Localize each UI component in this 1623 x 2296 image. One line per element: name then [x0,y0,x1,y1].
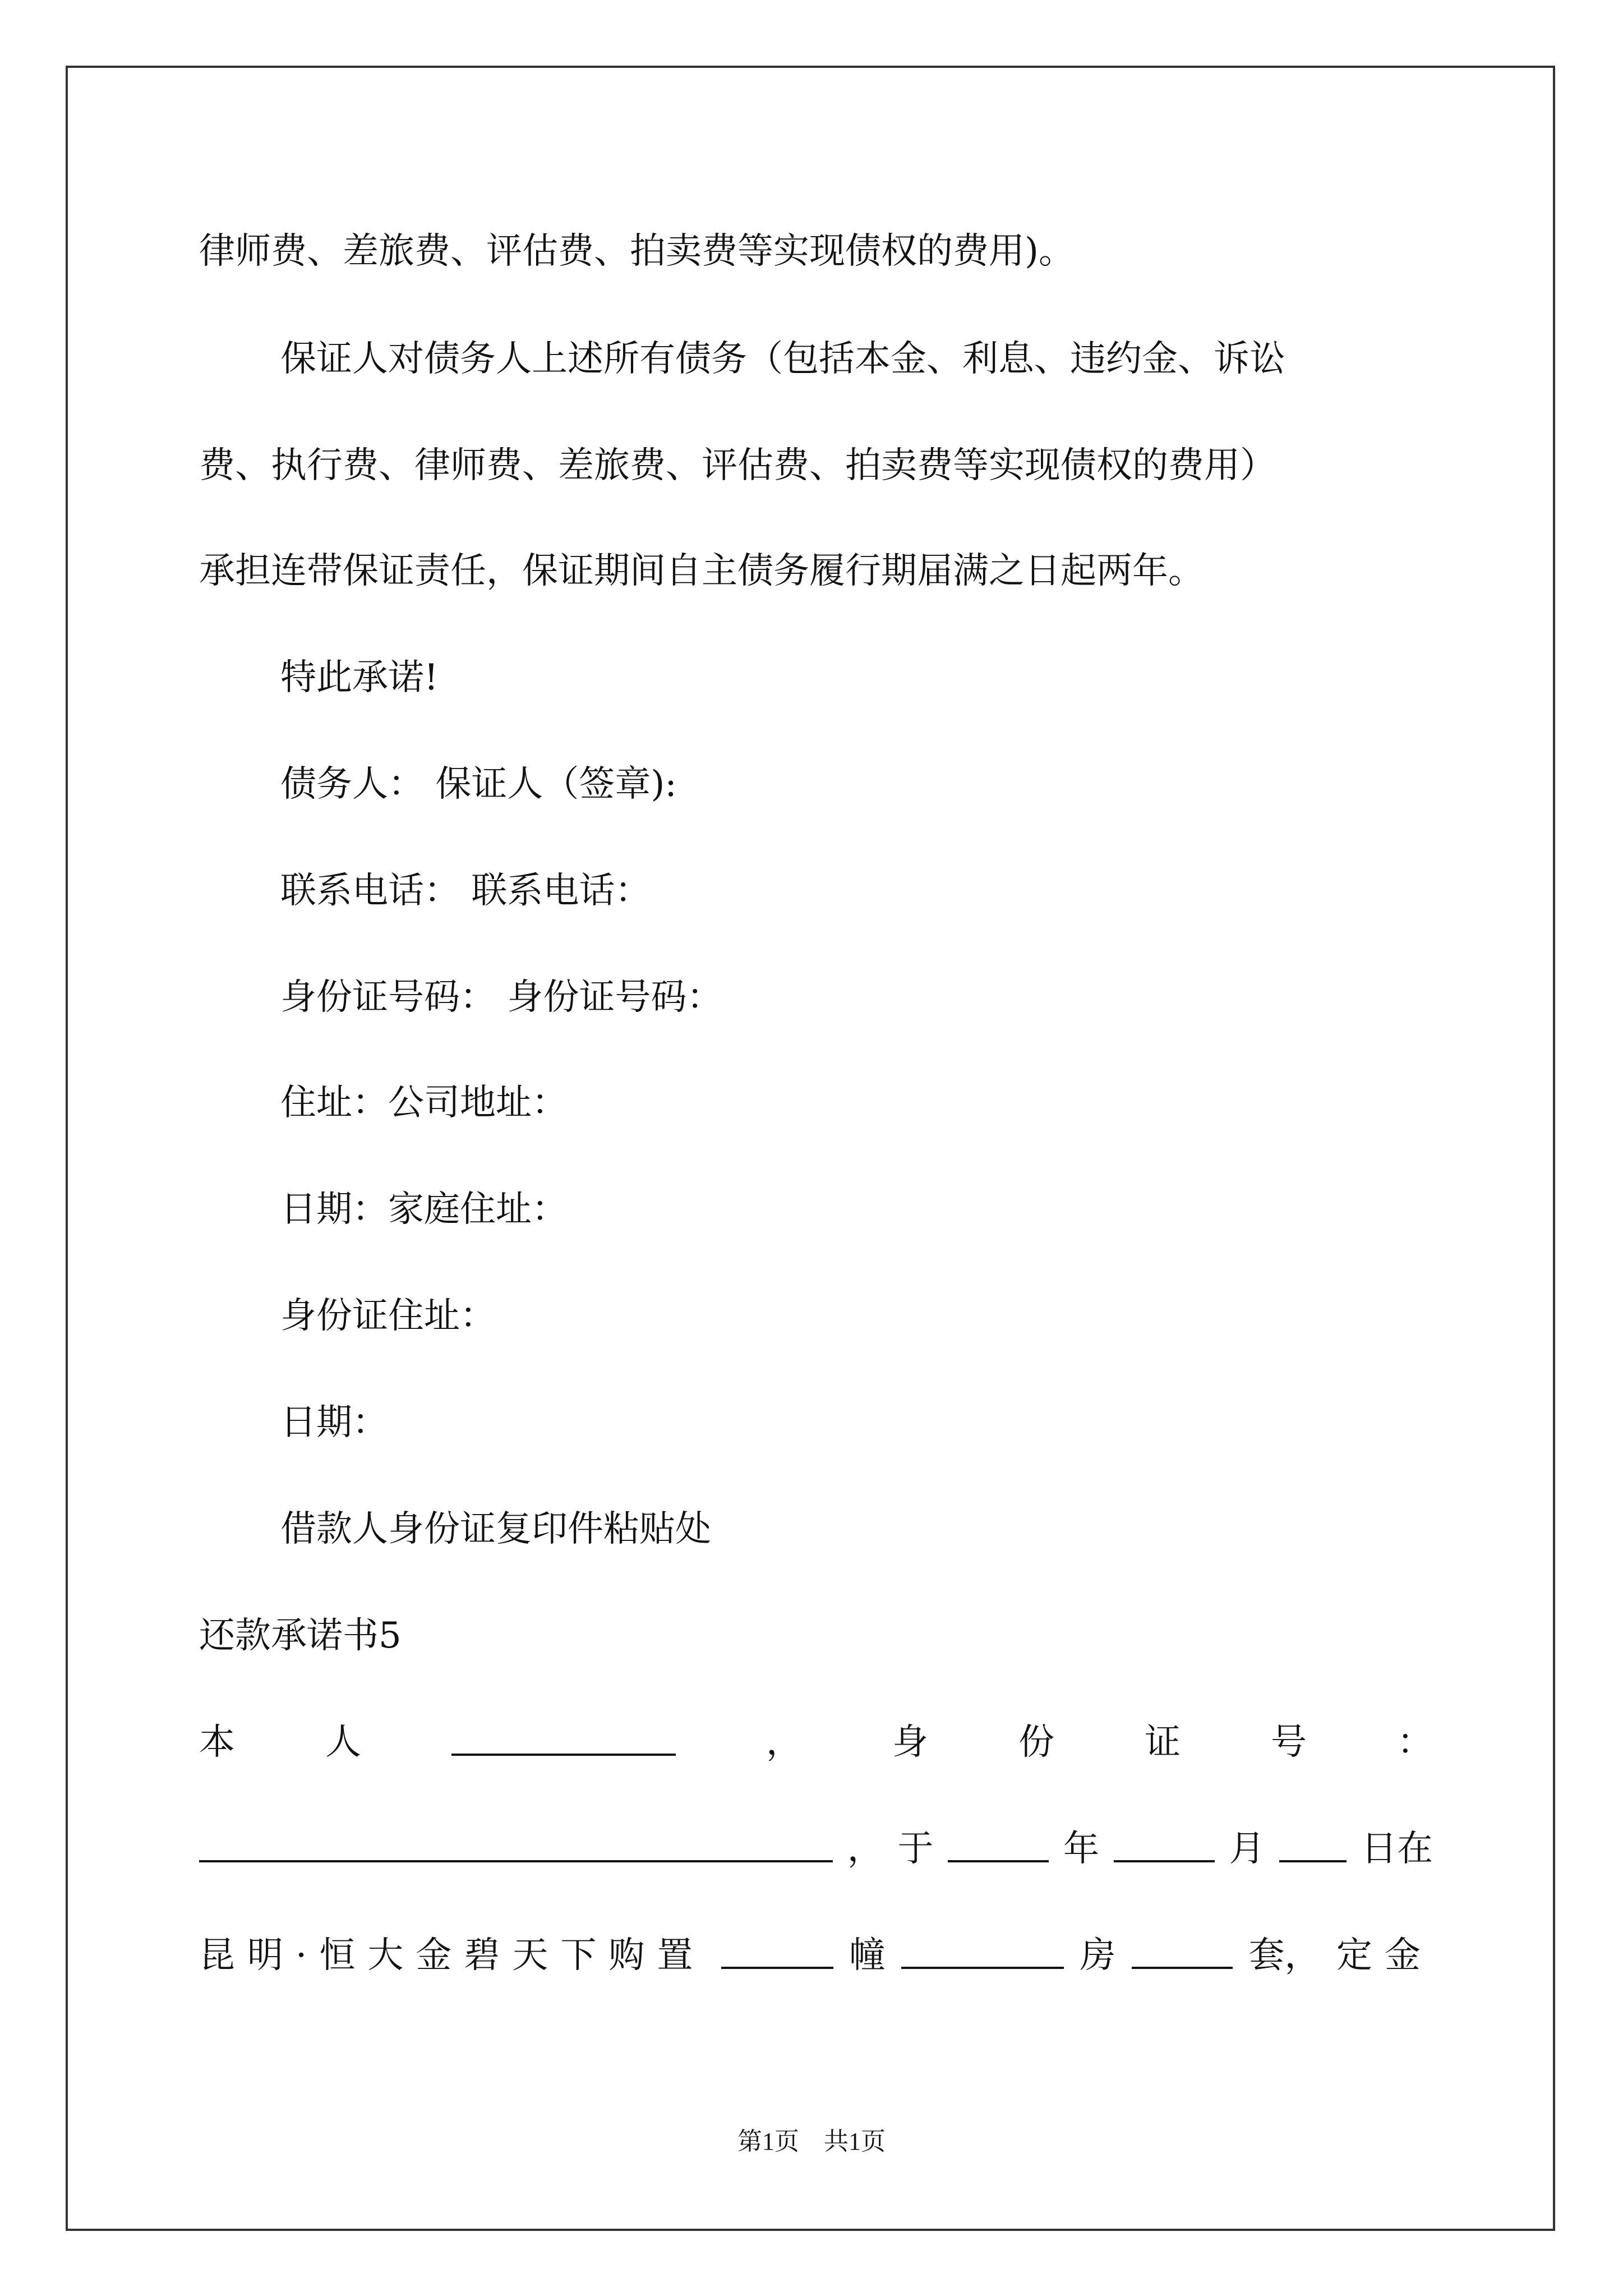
form-colon: ： [1397,1722,1433,1763]
signature-debtor-guarantor: 债务人： 保证人（签章): [280,763,677,805]
form-line-name-id [199,1720,1433,1765]
page-border [66,66,1555,2231]
id-copy-placeholder: 借款人身份证复印件粘贴处 [280,1508,711,1550]
closing-statement: 特此承诺! [280,657,439,698]
room-blank [901,1933,1064,1969]
form-line-purchase [199,1933,1433,1978]
signature-phone: 联系电话： 联系电话： [280,870,651,912]
building-blank [721,1933,833,1969]
id-number-blank [199,1826,833,1862]
form-comma: ， [766,1722,802,1763]
name-blank [451,1720,676,1756]
paragraph-line-1: 律师费、差旅费、评估费、拍卖费等实现债权的费用)。 [199,231,1075,272]
section-title: 还款承诺书5 [199,1615,402,1657]
day-blank [1279,1826,1347,1862]
purchase-prefix: 昆明·恒大金碧天下购置 [199,1935,706,1976]
form-char-fang: 房 [1080,1935,1116,1976]
signature-date: 日期： [280,1402,388,1443]
form-char-nian: 年 [1063,1828,1099,1870]
paragraph-line-4: 承担连带保证责任，保证期间自主债务履行期届满之日起两年。 [199,550,1204,592]
form-char-ren: 人 [325,1722,361,1763]
signature-date-home: 日期：家庭住址： [280,1189,568,1230]
signature-id-address: 身份证住址： [280,1295,496,1337]
form-char-zheng: 证 [1145,1722,1181,1763]
form-char-ben: 本 [199,1722,235,1763]
form-comma-2: ， [847,1828,883,1870]
page-footer: 第1页 共1页 [737,2128,886,2155]
unit-count-blank [1132,1933,1233,1969]
form-word-dingjin: 定金 [1336,1935,1433,1976]
paragraph-line-2: 保证人对债务人上述所有债务（包括本金、利息、违约金、诉讼 [280,338,1285,380]
form-char-chuang: 幢 [849,1935,886,1976]
form-char-hao: 号 [1271,1722,1307,1763]
form-char-shen: 身 [892,1722,928,1763]
form-char-fen: 份 [1018,1722,1054,1763]
form-char-tao: 套， [1248,1935,1321,1976]
form-char-ri-zai: 日在 [1361,1828,1433,1870]
year-blank [948,1826,1049,1862]
signature-id-number: 身份证号码： 身份证号码： [280,977,723,1018]
paragraph-line-3: 费、执行费、律师费、差旅费、评估费、拍卖费等实现债权的费用） [199,445,1276,486]
form-line-id-date [199,1826,1433,1871]
signature-address: 住址：公司地址： [280,1082,568,1124]
form-char-yu: 于 [897,1828,934,1870]
month-blank [1114,1826,1215,1862]
form-char-yue: 月 [1229,1828,1265,1870]
